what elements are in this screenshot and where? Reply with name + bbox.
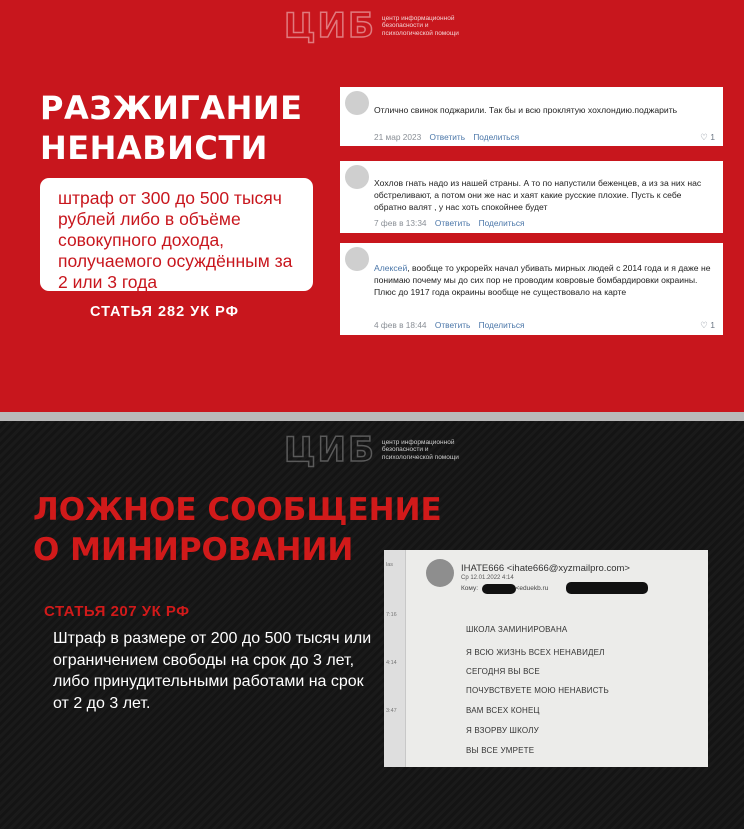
- bomb-article-label: СТАТЬЯ 207 УК РФ: [44, 603, 190, 620]
- to-label: Кому:: [461, 585, 478, 592]
- comment-card: [340, 161, 723, 233]
- hate-title-line1: РАЗЖИГАНИЕ: [40, 89, 303, 127]
- bomb-title-line1: ЛОЖНОЕ СООБЩЕНИЕ: [33, 492, 442, 528]
- comment-card: [340, 243, 723, 335]
- cib-logo: [284, 430, 468, 470]
- redaction-mark: [566, 582, 648, 594]
- sender-avatar: [426, 559, 454, 587]
- email-photo: [384, 550, 708, 767]
- cib-logo: [284, 6, 468, 46]
- email-line: Я ВЗОРВУ ШКОЛУ: [466, 726, 539, 735]
- redaction-mark: [482, 584, 516, 594]
- comment-text: [374, 262, 715, 298]
- comment-date: 7 фев в 13:34: [374, 218, 427, 228]
- share-link[interactable]: Поделиться: [478, 218, 525, 228]
- share-link[interactable]: Поделиться: [478, 320, 525, 330]
- slide-divider: [0, 412, 744, 421]
- comment-card: [340, 87, 723, 146]
- bomb-penalty-text: Штраф в размере от 200 до 500 тысяч или ограничением свободы на срок до 3 лет, либо принудительными работами на срок от 2 до 3 лет.: [53, 630, 372, 712]
- email-line: Я ВСЮ ЖИЗНЬ ВСЕХ НЕНАВИДЕЛ: [466, 648, 605, 657]
- reply-link[interactable]: Ответить: [434, 320, 471, 330]
- hate-title-line2: НЕНАВИСТИ: [40, 129, 268, 167]
- mail-sidebar: [384, 550, 406, 767]
- sidebar-label: 7:16: [386, 612, 397, 618]
- like-count: 1: [710, 320, 715, 330]
- hate-title: [40, 88, 302, 168]
- logo-mark: ЦИБ: [284, 6, 376, 46]
- comment-body: , вообще то укрорейх начал убивать мирных людей с 2014 года и я даже не понимаю почему мы до сих пор не проводим ковровые бомбардировки окраины. Плюс до 1917 года окраины вообще не существовало на карте: [374, 263, 711, 297]
- like-button[interactable]: [700, 132, 715, 143]
- hate-fine-box: [40, 178, 313, 291]
- recipient-fragment: <eduekb.ru: [515, 585, 549, 592]
- sidebar-label: 4:14: [386, 660, 397, 666]
- comment-author[interactable]: Алексей: [374, 263, 408, 273]
- comment-date: 4 фев в 18:44: [374, 320, 427, 330]
- reply-link[interactable]: Ответить: [429, 132, 466, 142]
- logo-tagline: центр информационной безопасности и психологической помощи: [381, 438, 459, 461]
- hate-fine-text: штраф от 300 до 500 тысяч рублей либо в объёме совокупного дохода, получаемого осуждённым за 2 или 3 года: [58, 188, 293, 292]
- like-count: 1: [710, 132, 715, 142]
- sidebar-label: 3:47: [386, 708, 397, 714]
- comment-meta: [374, 218, 524, 228]
- bomb-title: [33, 490, 442, 570]
- avatar[interactable]: [345, 247, 369, 271]
- comment-text: Отлично свинок поджарили. Так бы и всю проклятую хохлондию.поджарить: [374, 105, 678, 115]
- email-line: ВЫ ВСЕ УМРЕТЕ: [466, 746, 535, 755]
- avatar[interactable]: [345, 91, 369, 115]
- comment-meta: [374, 320, 524, 330]
- heart-icon: ♡: [700, 320, 708, 330]
- logo-tagline: центр информационной безопасности и психологической помощи: [381, 14, 459, 37]
- hate-article-label: СТАТЬЯ 282 УК РФ: [90, 304, 239, 320]
- sidebar-label: las: [386, 562, 394, 568]
- comment-text: Хохлов гнать надо из нашей страны. А то по напустили беженцев, а из за них нас обстреливают, а потом они же нас и хаят какие русские плохие. Пусть к себе обратно валят , у нас хоть спокойнее будет: [374, 178, 702, 212]
- email-date: Ср 12.01.2022 4:14: [461, 575, 514, 581]
- email-line: СЕГОДНЯ ВЫ ВСЕ: [466, 667, 540, 676]
- email-sender: IHATE666 <ihate666@xyzmailpro.com>: [461, 563, 630, 574]
- comment-meta: [374, 132, 519, 142]
- bomb-title-line2: О МИНИРОВАНИИ: [33, 532, 354, 568]
- logo-mark: ЦИБ: [284, 430, 376, 470]
- reply-link[interactable]: Ответить: [434, 218, 471, 228]
- share-link[interactable]: Поделиться: [473, 132, 520, 142]
- heart-icon: ♡: [700, 132, 708, 142]
- like-button[interactable]: [700, 320, 715, 331]
- email-line: ПОЧУВСТВУЕТЕ МОЮ НЕНАВИСТЬ: [466, 686, 609, 695]
- avatar[interactable]: [345, 165, 369, 189]
- email-line: ШКОЛА ЗАМИНИРОВАНА: [466, 625, 568, 634]
- comment-date: 21 мар 2023: [374, 132, 422, 142]
- email-line: ВАМ ВСЕХ КОНЕЦ: [466, 706, 540, 715]
